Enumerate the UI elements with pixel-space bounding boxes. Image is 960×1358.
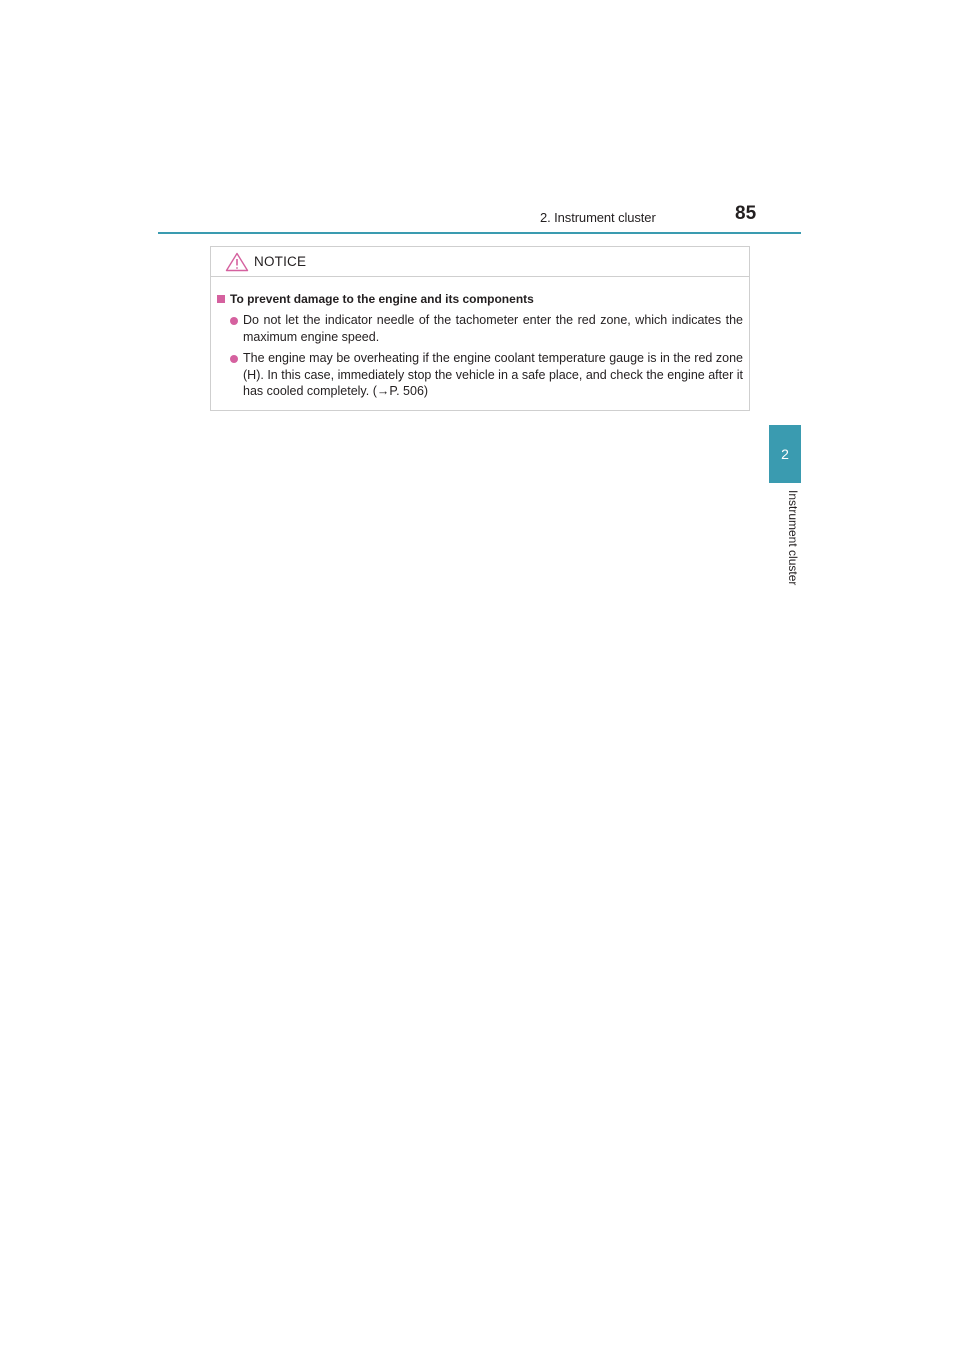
warning-triangle-icon bbox=[225, 252, 249, 272]
round-bullet-icon bbox=[230, 355, 238, 363]
chapter-tab-number: 2 bbox=[781, 446, 789, 462]
notice-body bbox=[211, 277, 749, 400]
notice-header bbox=[211, 247, 749, 277]
notice-bullet bbox=[211, 312, 743, 345]
notice-section-title-text: To prevent damage to the engine and its components bbox=[230, 292, 534, 306]
square-bullet-icon bbox=[217, 295, 225, 303]
notice-section-title bbox=[211, 291, 743, 307]
notice-bullet-text: Do not let the indicator needle of the tachometer enter the red zone, which indicates the maximum engine speed. bbox=[243, 313, 743, 344]
notice-bullet bbox=[211, 350, 743, 400]
notice-box bbox=[210, 246, 750, 411]
page-number: 85 bbox=[735, 203, 757, 224]
chapter-tab bbox=[769, 425, 801, 483]
notice-label: NOTICE bbox=[254, 254, 307, 269]
header-rule bbox=[158, 232, 801, 234]
chapter-tab-label: Instrument cluster bbox=[786, 490, 800, 586]
running-header-title: 2. Instrument cluster bbox=[540, 210, 656, 225]
notice-bullet-text: The engine may be overheating if the engine coolant temperature gauge is in the red zone (H). In this case, immediately stop the vehicle in a safe place, and check the engine after it has cooled completely. (→P. 506) bbox=[243, 351, 743, 398]
round-bullet-icon bbox=[230, 317, 238, 325]
